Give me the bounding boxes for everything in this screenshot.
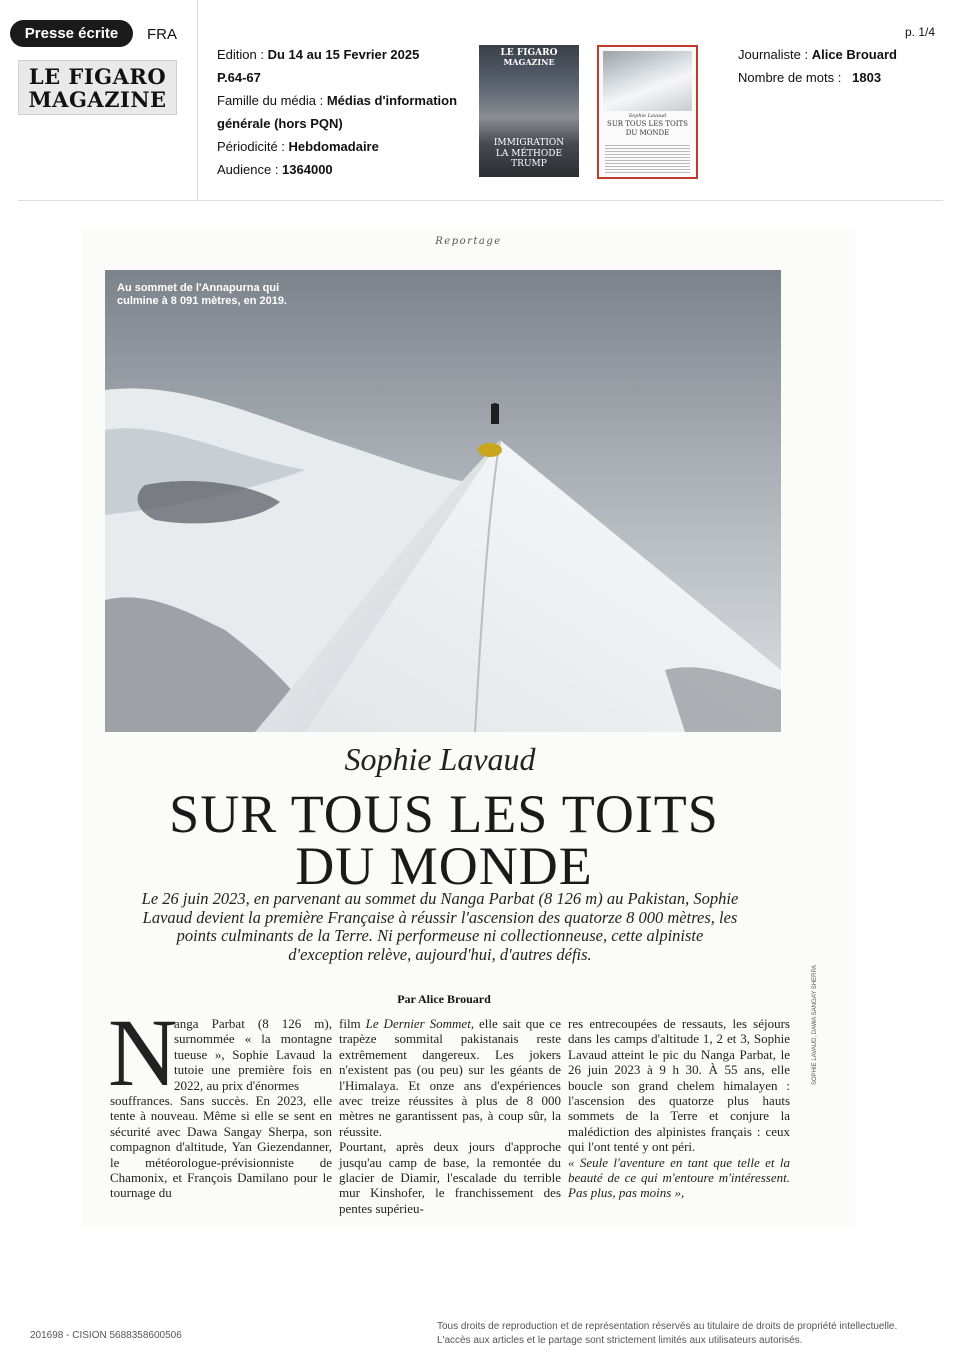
periodicity-label: Périodicité : xyxy=(217,139,289,154)
column-2 xyxy=(339,1016,561,1216)
logo-line-2: MAGAZINE xyxy=(28,87,167,112)
header-vertical-divider xyxy=(197,0,198,200)
column-1-text: souffrances. Sans succès. En 2023, elle tente à nouveau. Même si elle se sent en sécurité avec Dawa Sangay Sherpa, son compagnon d'altitude, Yan Giezendanner, le météorologue-prévisionniste de Chamonix, et François Damilano pour le tournage du xyxy=(110,1093,332,1201)
headline-line-1: SUR TOUS LES TOITS xyxy=(169,784,719,844)
publication-logo xyxy=(18,60,177,115)
footer-rights xyxy=(437,1320,937,1348)
periodicity-value: Hebdomadaire xyxy=(288,139,379,154)
language-label: FRA xyxy=(147,26,177,43)
edition-row xyxy=(217,47,419,63)
thumb-title-2: DU MONDE xyxy=(625,129,670,137)
cover-headline-2: LA MÉTHODE TRUMP xyxy=(495,149,563,169)
magazine-cover-thumbnail[interactable] xyxy=(479,45,579,177)
cover-headline-1: IMMIGRATION xyxy=(493,138,565,148)
family-row-2 xyxy=(217,116,343,132)
audience-row xyxy=(217,162,333,178)
audience-label: Audience : xyxy=(217,162,283,177)
thumb-photo xyxy=(603,51,692,111)
periodicity-row xyxy=(217,139,379,155)
column-1 xyxy=(110,1016,332,1201)
climber-head xyxy=(491,403,499,411)
photo-caption: Au sommet de l'Annapurna qui culmine à 8 091 mètres, en 2019. xyxy=(117,282,287,307)
family-value-2: générale (hors PQN) xyxy=(217,116,343,131)
headline-line-2: DU MONDE xyxy=(295,836,593,896)
family-row xyxy=(217,93,457,109)
column-3-quote: « Seule l'aventure en tant que telle et la beauté de ce qui m'entoure m'intéressent. Pas plus, pas moins », xyxy=(568,1154,790,1201)
standfirst: Le 26 juin 2023, en parvenant au sommet du Nanga Parbat (8 126 m) au Pakistan, Sophie Lavaud devient la première Française à réussir l'ascension des quatorze 8 000 mètres, les points culminants de la Terre. Ni performeuse ni collectionneuse, cette alpiniste d'exception relève, aujourd'hui, d'autres défis. xyxy=(141,889,739,964)
footer-reference: 201698 - CISION 5688358600506 xyxy=(30,1330,182,1341)
column-1-lead: anga Parbat (8 126 m), surnommée « la montagne tueuse », Sophie Lavaud la tutoie une première fois en 2022, au prix d'énormes xyxy=(174,1016,332,1093)
edition-label: Edition : xyxy=(217,47,268,62)
rubric: Reportage xyxy=(435,236,502,247)
summit-photo-drawing xyxy=(105,270,781,732)
family-value-1: Médias d'information xyxy=(326,93,458,108)
page-number: p. 1/4 xyxy=(905,25,936,39)
footer-rights-line-2: L'accès aux articles et le partage sont strictement limités aux utilisateurs autorisés. xyxy=(437,1335,803,1346)
article-subject: Sophie Lavaud xyxy=(344,741,536,777)
thumb-text-lines xyxy=(605,145,690,175)
word-count-value: 1803 xyxy=(852,70,882,85)
journalist-label: Journaliste : xyxy=(738,47,812,62)
film-title: Le Dernier Sommet xyxy=(365,1016,471,1031)
column-2-para-1 xyxy=(339,1016,561,1139)
column-3 xyxy=(568,1016,790,1201)
footer-rights-line-1: Tous droits de reproduction et de représentation réservés au titulaire de droits de propriété intellectuelle. xyxy=(437,1321,898,1332)
drop-cap: N xyxy=(108,999,178,1106)
backpack xyxy=(478,443,502,457)
column-2-para-2: Pourtant, après deux jours d'approche jusqu'au camp de base, la remontée du glacier de Diamir, l'escalade du terrible mur Kinshofer, le franchissement des pentes supérieu- xyxy=(339,1139,561,1216)
cover-masthead-2: MAGAZINE xyxy=(503,57,555,67)
column-2-text-b: , elle sait que ce trapèze sommital pakistanais reste extrêmement dangereux. Les jokers n'existent pas (ou peu) sur les géants de l'Himalaya. Et onze ans d'expériences avec treize réussites à plus de 8 000 mètres ne garantissent pas, à coup sûr, la réussite. xyxy=(339,1016,561,1139)
word-count-label: Nombre de mots : xyxy=(738,70,845,85)
pages-value: P.64-67 xyxy=(217,70,261,85)
byline: Par Alice Brouard xyxy=(397,992,491,1006)
press-type-badge: Presse écrite xyxy=(10,20,133,47)
logo-line-1: LE FIGARO xyxy=(28,64,167,89)
thumb-byline: Sophie Lavaud xyxy=(628,113,667,119)
cover-masthead-1: LE FIGARO xyxy=(500,48,558,58)
word-count-row xyxy=(738,70,881,85)
family-label: Famille du média : xyxy=(217,93,327,108)
header-horizontal-divider xyxy=(18,200,943,201)
journalist-value: Alice Brouard xyxy=(811,47,897,62)
thumb-title-1: SUR TOUS LES TOITS xyxy=(607,120,688,128)
edition-value: Du 14 au 15 Fevrier 2025 xyxy=(267,47,420,62)
pages-row xyxy=(217,70,261,86)
audience-value: 1364000 xyxy=(282,162,333,177)
summit-photo xyxy=(105,270,781,732)
column-2-text-a: film xyxy=(339,1016,366,1031)
article-page-thumbnail[interactable] xyxy=(597,45,698,179)
journalist-row xyxy=(738,47,897,62)
photo-credit: SOPHIE LAVAUD, DAWA SANGAY SHERPA xyxy=(812,964,818,1085)
column-3-text: res entrecoupées de ressauts, les séjours dans les camps d'altitude 1, 2 et 3, Sophie Lavaud atteint le pic du Nanga Parbat, le 26 juin 2023 à 9 h 30. À 55 ans, elle boucle son grand chelem himalayen : l'ascension des quatorze plus hauts sommets de la Terre et conjure la malédiction des alpinistes français : ceux qui l'ont tenté y ont péri. xyxy=(568,1016,790,1155)
